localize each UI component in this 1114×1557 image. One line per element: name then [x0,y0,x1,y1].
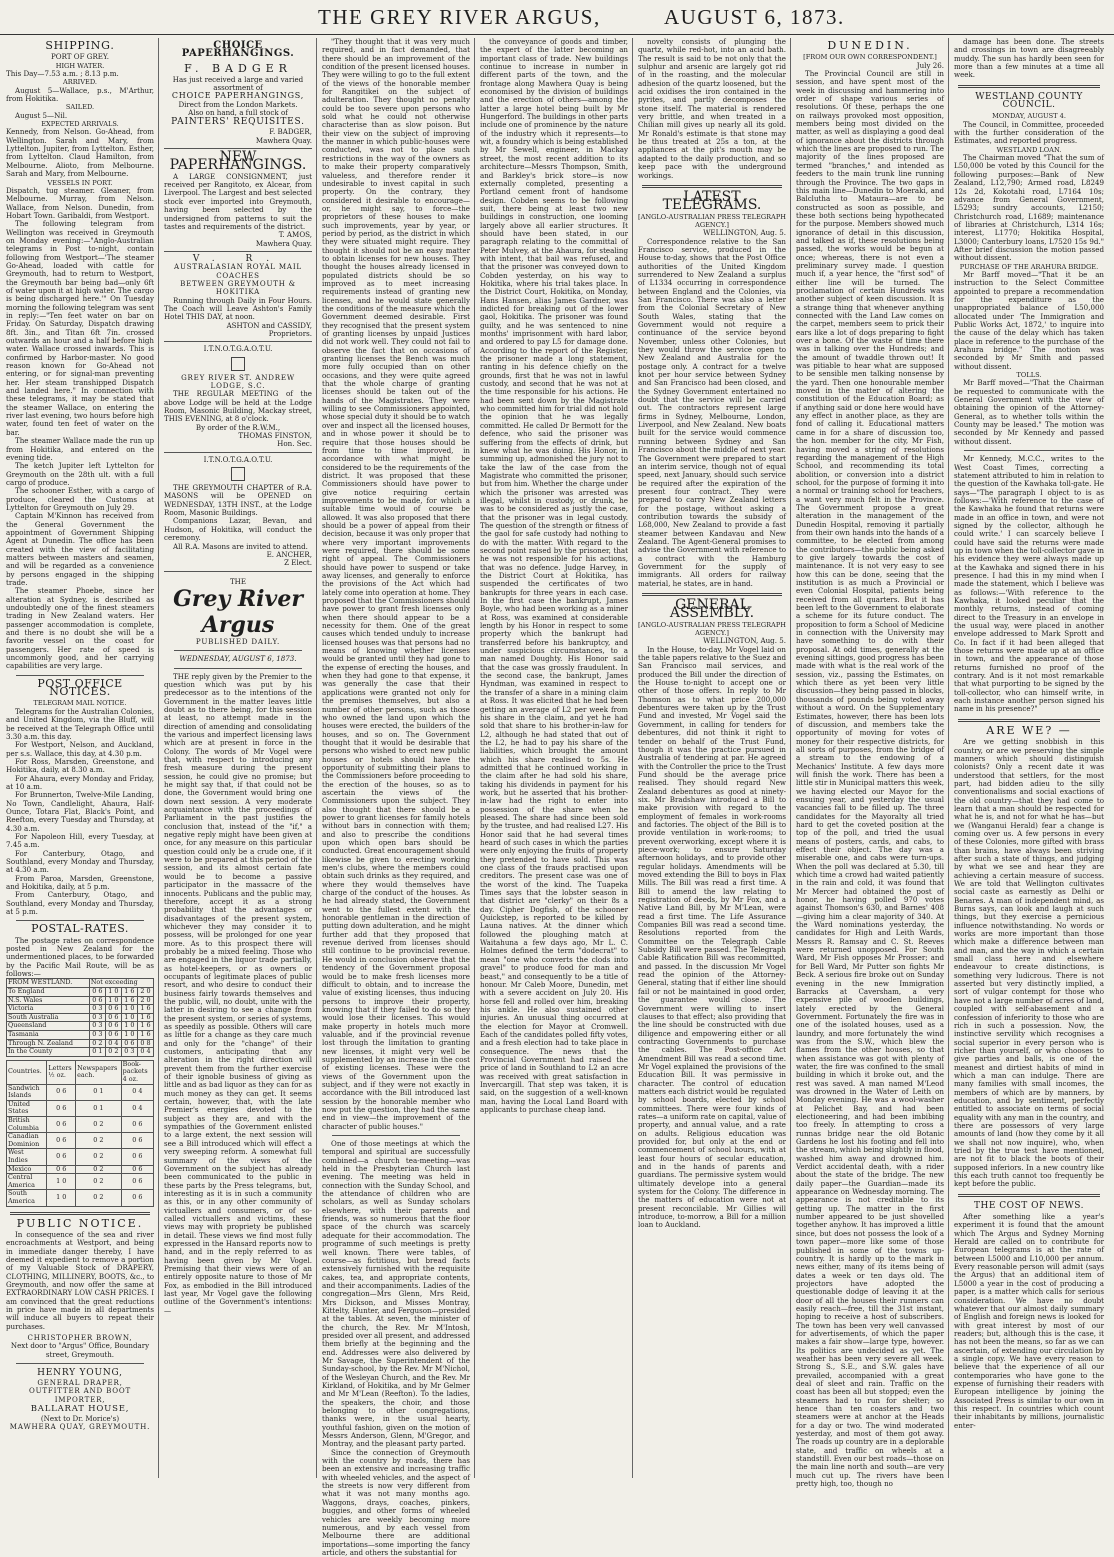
local-news: the conveyance of goods and timber, the expert of the latter becoming an important class of trade. New buildings continue to increase in number in different parts of the town, and the frontage along Mawhera Quay is being economised by the division of buildings and the erection of others—among the latter a large hotel being built by Mr Hungerford. The buildings in other parts include one of prominence by the nature of the industry which it represents—to wit, a foundry which is being established by Mr Sewell, engineer, in Mackay street, the most recent addition to its architecture—Messrs Thompson, Smith, and Barkley's brick store—is now externally completed, presenting a Portland cement front of handsome design. Cobden seems to be following suit, there being at least two new buildings in construction, one looming largely above all earlier structures. It should have been stated, in our paragraph relating to the committal of Peter Mulvey, at the Ahaura, for stealing with intent, that bail was refused, and that the prisoner was conveyed down to Cobden yesterday, on his way to Hokitika, where his trial takes place. In the District Court, Hokitika, on Monday, Hans Hansen, alias James Gardner, was indicted for breaking out of the lower gaol, Hokitika. The prisoner was found guilty, and he was sentenced to nine months' imprisonment with hard labor, and ordered to pay L5 for damage done. According to the report of the Register, the prisoner made a long statement, ranting in his defence chiefly on the grounds, first that he was not in lawful custody, and second that he was not at the time responsible for his actions. He had been sent down by the Magistrate who committed him for trial did not hold the opinion that he was legally committed. He called Dr Bermott for the defence, who said the prisoner was suffering from the effects of drink, but knew what he was doing. His Honor, in summing up, admonished the jury not to take the law of the case from the Magistrate who committed the prisoner, but from him. Whether the charge under which the prisoner was arrested was illegal, whilst in custody, or drunk, he was to be considered as justly the case, that the prisoner was in legal custody. The question of the strength or fitness of the gaol for safe custody had nothing to do with the matter. With regard to the second point raised by the prisoner, that he was not responsible for his actions, that was no defence. Judge Harvey, in the District Court at Hokitika, has suspended the certificates of two bankrupts for three years in each case. In the first case the bankrupt, James Boyle, who had been working as a miner at Ross, was examined at considerable length by his Honor in respect to some property which the bankrupt had transferred before his bankruptcy, and under suspicious circumstances, to a man named Doughty. His Honor said that the case was grossly fraudulent. In the second case, the bankrupt, James Hyndman, was examined in respect to the transfer of a share in a mining claim at Ross. It was elicited that he had been getting an average of L2 per week from his share in the claim, and yet he had sold that share to his brother-in-law for L2, although he had stated that out of the L2, he had to pay his share of the liabilities, which brought the amount which his share realised to 5s. He admitted that he continued working in the claim after he had sold his share, taking his dividends in payment for his work, but he asserted that his brother-in-law had the right to enter into possession of the share when he pleased. The share had since been sold by the trustee, and had realised L27. His Honor said that he had several times heard of such cases in which the parties were only enjoying the fruits of property they pretended to have sold. This was one class of the frauds practised upon creditors. The present case was one of the worst of the kind. The Tuapeka Times says that the lobster season in that district are "clerky" on their 8s a day. Cipher Dogfish, of the schooner Quickstep, is reported to be killed by Launa natives. At the dinner which followed the ploughing match at Waitahuna a few days ago, Mr L. C. Holmes defined the term "dodecrat" to mean "one who converts the clods into gravel" to produce food for man and beast," and consequently to be a title of honour. Mr Caleb Moore, Dunedin, met with a severe accident on July 20. His horse fell and rolled over him, breaking his ankle. He also sustained other injuries. An unusual thing occurred at the election for Mayor at Cromwell. Each of the candidates polled fifty votes, and a fresh election had to take place in consequence. The news that the Provincial Government had raised the price of land in Southland to L2 an acre was received with great satisfaction in Invercargill. That step was taken, it is said, on the suggestion of a well-known man, having the Local Land Board with applicants to purchase cheap land. [480,37,628,1114]
rates-country-row: Canadian Dominion 0 6 0 2 0 6 [7,1133,154,1149]
postal-rates-table-countries: Countries. Letters ½ oz. Newspapers each. Book-packets 4 oz. Sandwich Islands 0 6 0 1 0 4 United States 0 6 0 1 0 4 British Columbia 0 6 0 2 0 6 Canadian Dominion 0 6 0 2 0 6 West Indies 0 6 0 2 0 6 Mexico 0 6 0 2 0 6 Central America 1 0 0 2 0 6 South America 1 0 0 2 0 6 [6,1060,154,1207]
rates-country-row: Sandwich Islands 0 6 0 1 0 4 [7,1084,154,1100]
rates-country-row: West Indies 0 6 0 2 0 6 [7,1149,154,1165]
rates-country-row: South America 1 0 0 2 0 6 [7,1190,154,1206]
dunedin-letter: The Provincial Council are still in session, and have spent most of the week in discussing and hammering into order of shape various series of resolutions. Of these, perhaps the one on railways provoked most opposition, members being most divided on the matter, as well as displaying a good deal of ignorance about the districts through which the lines are proposed to run. The majority of the lines proposed are termed "branches," and intended as feeders to the main trunk line running through the Province. The two gaps in this main line—Dunedin to Moeraki, and Balclutha to Mataura—are to be constructed as soon as possible, and these both sections being hypothecated for the purpose. Members showed much ignorance of detail in this discussion, and talked as if, these resolutions being passed, the works would be begun at once; whereas, there is not even a preliminary survey made. I question much if, a year hence, the "first sod" of either line will be turned. The proclamation of certain Hundreds was another subject of keen discussion. It is a strange thing that whenever anything connected with the Land Law comes on the carpet, members seem to prick their ears like a lot of dogs preparing to fight over a bone. Of the waste of time there was in talking over the Hundreds; and the amount of twaddle thrown out! It was pitiable to hear what are supposed to be sensible men talking nonsense by the yard. Then one honourable member moved in the matter of altering the constitution of the Education Board; as if anything said or done here would have any effect in another place, as they are fond of calling it. Educational matters came in for a share of discussion too, the hon. member for the city, Mr Fish, having moved a string of resolutions regarding the management of the High School, and recommending its total abolition, or conversion into a district school, for the purpose of forming it into a normal or training school for teachers, a want very much felt in the Province. The Government propose a great alteration in the management of the Dunedin Hospital, removing it partially from their own hands into the hands of a committee, to be elected from among the contributors—the public being asked to give largely towards the cost of maintenance. It is not very easy to see how this can be done, seeing that the institution is as much a Provincial or even Colonial Hospital, patients being received from all quarters. But it has been left to the Government to elaborate a scheme for its future conduct. The proposition to form a School of Medicine in connection with the University may have something to do with their proposal. At odd times, generally at the evening sittings, good progress has been made with what is the real work of the session, viz., passing the Estimates, on which there as yet been very little discussion—they being passed in blocks, thousands of pounds being voted away without a word. On the Supplementary Estimates, however, there has been lots of discussion, and members take the opportunity of moving for votes of money for their respective districts, for all sorts of purposes, from the bridge of a stream to the endowing of a Mechanics' Institute. A few days more will finish the work. There has been a little stir in Municipal matters this week, we having elected our Mayor for the ensuing year, and yesterday the usual vacancies fall to be filled up. The three candidates for the Mayoralty all tried hard to get the coveted position at the top of the poll, and tried the usual means of posters, cards, and cabs, to effect their object. The day was a miserable one, and cabs were turn-ups. When the poll was declared at 5.30, till which time a crowd had waited patiently in the rain and cold, it was found that Mr Mercer had obtained the post of honor, he having polled 970 votes against Thomson's 630, and Barnes' 408—giving him a clear majority of 340. At the Ward nominations yesterday, the candidates for High and Leith Wards, Messrs R. Ramsay and C. St. Reeves were returned unopposed. For South Ward, Mr Fish opposes Mr Prosser; and for Bell Ward, Mr Putter son fights Mr Beck. A serious fire broke out on Sunday evening in the new Immigration Barracks at Caversham, a very expensive pile of wooden buildings, lately erected by the General Government. Fortunately the fire was in one of the isolated houses, used as a laundry, and more fortunately the wind was from the S.W., which blew the flames from the other houses, so that when assistance was got with plenty of water, the fire was confined to the small building in which it broke out, and the rest was saved. A man named M'Leod was drowned in the Water of Leith on Monday evening. He was a wool-washer at Pelichet Bay, and had been electioneering, and had been imbibing too freely. In attempting to cross a runnas bridge near the old Botanic Gardens he lost his footing and fell into the stream, which being slightly in flood, washed him away and drowned him. Verdict accidental death, with a rider about the state of the bridge. The new daily paper—the Guardian—made its appearance on Wednesday morning. The appearance is not creditable to its getting up. The matter in the first number appeared to be just shovelled together anyhow. It has improved a little since, but does not possess the look of a town paper—more like some of those published in some of the towns up-country. It is hardly up to the mark in news either, many of its items being of dates a week or ten days old. The projectors have adopted the questionable dodge of leaving it at the door of all the houses their runners can easily reach—free, till the 31st instant, hoping to receive a host of subscribers. The town has been very well canvassed for advertisements, of which the paper makes a fair show—large type, however. Its politics are undecided as yet. The weather has been very severe all week. Strong S., S.E., and S.W. gales have prevailed, accompanied with a great deal of sleet and rain. Traffic on the coast has been all but stopped; even the steamers had to run for shelter; so hence than ten coasters and two steamers were at anchor at the Heads for a day or two. The wind moderated yesterday, and most of them got away. The roads up country are in a deplorable state, and traffic on wheels at a standstill. Even our best roads—those on the main line north and south—are very much cut up. The rivers have been pretty high, too, though no [796,69,944,1489]
licensing-quote: "They thought that it was very much required, and in fact demanded, that there should be an improvement of the condition of the present licensed houses. They were willing to go to the full extent of the views of the honorable member for Rangitikei on the subject of adulteration. They thought no penalty could be too severe upon persons who sold what he could not otherwise characterise than as slow poison. But their view on the subject of improving the manner in which public-houses were conducted, was not to place such restrictions in the way of the owners as to make their property comparatively valueless, and therefore render it undesirable to invest capital in such property. On the contrary, they considered it desirable to encourage—or, he might say, to force—the proprietors of these houses to make such improvements, year by year, or period by period, as the district in which they were situated might require. They thought it should not be an easy matter to obtain licenses for new houses. They thought the houses already licensed in populated districts should be so improved as to meet increasing requirements instead of granting new licenses, and he would state generally the conditions of the measure which the Government deemed desirable. First they recognised that the present system of granting licenses by unpaid Justices did not work well. They could not fail to observe the fact that on occasions of granting licenses the Bench was much more fully occupied than on other occasions, and they were quite agreed that the whole charge of granting licenses should be taken out of the hands of the Magistrates. They were willing to see Commissioners appointed, whose special duty it should be to watch over and inspect all the licensed houses, and in whose power it should be to require that those houses should be from time to time improved, in accordance with what might be considered to be the requirements of the district. It was proposed that these Commissioners should have power to give notice requiring certain improvements to be made, for which a suitable time would of course be allowed. It was also proposed that there should be a power of appeal from their decision, because it was only proper that where very important improvements were required, there should be some right of appeal. The Commissioners should have power to suspend or take away licenses, and generally to enforce the provisions of the Act which had lately come into operation at home. They proposed that the Commissioners should have power to grant fresh licenses only when there should appear to be a necessity for them. One of the great causes which tended unduly to increase licensed houses was that persons had no means of knowing whether licenses would be granted until they had gone to the expense of erecting the houses, and when they had gone to that expense, it was generally the case that their applications were granted not only for the premises themselves, but also a number of other persons, such as those who owned the land upon which the houses were erected, the builders of the houses, and so on. The Government thought that it would be desirable that persons who wished to erect new public houses or hotels should have the opportunity of submitting their plans to the Commissioners before proceeding to the erection of the houses, so as to ascertain the views of the Commissioners upon the subject. They also thought that there should be a power to grant licenses for family hotels without bars in connection with them; and also to prescribe the conditions upon which open bars should be conducted. Great encouragement should likewise be given to erecting working men's clubs, where the members could obtain such drinks as they required, and where they would themselves have charge of the conduct of the houses. As he had already stated, the Government went to the fullest extent with the honorable gentleman in the direction of putting down adulteration, and he might further add that they proposed that revenue derived from licenses should still continue to be provincial revenue. He would in conclusion observe that the tendency of the Government proposal would be to make fresh licenses more difficult to obtain, and to increase the value of existing licenses, thus inducing persons to improve their property, knowing that if they failed to do so they would lose their licenses. This would make property in hotels much more valuable, and if the provincial revenue lost through the limitation to granting new licenses, it might very well be supplemented by an increase in the cost of existing licenses. These were the views of the Government upon the subject, and if they were not exactly in accordance with the Bill introduced last session by the honorable member who now put the question, they had the same end in view—the improvement of the character of public houses." [322,37,470,1131]
rates-country-row: Mexico 0 6 0 2 0 6 [7,1165,154,1174]
rates-row: To England 0 6 1 0 1 6 2 0 [7,988,154,997]
cost-of-news-heading: THE COST OF NEWS. [974,1200,1084,1211]
public-notice-heading: PUBLIC NOTICE. [16,1216,144,1230]
assembly-body: In the House, to-day, Mr Vogel laid on the table papers relative to the Suez and San Francisco mail services, and produced the Bill under the direction of the House to-night to accept one or other of those offers. In reply to Mr Thomson as to what price 200,000 debentures were taken up by the Trust Fund and invested, Mr Vogel said the Government, in calling for tenders for debentures, did not think it right to tender on behalf of the Trust Fund, though it was the practice pursued in Australia of tendering at par. He agreed with the Controller the price to the Trust Fund should be the average price realised. They should regard New Zealand debentures as good at ninety-six. Mr Bradshaw introduced a Bill to make provision with regard to the employment of females in work-rooms and factories. The object of the Bill is to provide ventilation in work-rooms; to prevent overworking, except where it is piece-work; to ensure Saturday afternoon holidays, and to provide other regular holidays. Amendments will be moved extending the Bill to boys in Flax Mills. The Bill was read a first time. A Bill to amend the law relating to registration of deeds, by Mr Fox, and a Native Land Bill, by Mr M'Lean, were read a first time. The Life Assurance Companies Bill was read a second time. Resolutions reported from the Committee on the Telegraph Cable Subsidy Bill were passed. The Telegraph Cable Ratification Bill was recommitted, and passed. In the discussion Mr Vogel read the opinion of the Attorney-General, stating that if either line should fail or not be maintained in good order, the guarantee would close. The Government were willing to insert clauses to that effect; also providing that the line should be constructed with due diligence and empowering either or all contracting Governments to purchase the cables. The Post-office Act Amendment Bill was read a second time. Mr Vogel explained the provisions of the Education Bill. It was permissive in character. The control of education matters each district would be regulated by school boards, elected by school committees. There were four kinds of rates—a uniform rate on capital, value of property, and annual value, and a rate on adults. Religious education was provided for, but only at the end or commencement of school hours, with at least four hours of secular education, and in the hands of parents and guardians. The permissive system would ultimately develope into a general system for the Colony. The difference in the matters of education were not at present reconcilable. Mr Gillies will introduce, to-morrow, a Bill for a million loan to Auckland. [638,644,786,1230]
masthead-title: THE GREY RIVER ARGUS, [318,5,601,29]
rates-row: Victoria 0 3 0 6 1 0 1 6 [7,1005,154,1014]
shipping-heading: SHIPPING. [45,39,115,52]
masthead-date: AUGUST 6, 1873. [664,5,845,29]
tea-meeting-article: One of those meetings at which the temporal and spiritual are successfully combined—a church tea-meeting—was held in the Presbyterian Church last evening. The meeting was held in connection with the Sunday School, and the attendance of children who are scholars, as well as Sunday scholars elsewhere, with their parents and friends, was so numerous that the floor space of the church was scarcely adequate for their accommodation. The programme of such meetings is pretty well known. There were tables, of course—as fictitious, but bread facts extensively furnished with the requisite cakes, tea, and appropriate contents, and their accompaniments. Ladies of the congregation—Mrs Glenn, Mrs Reid, Mrs Dickson, and Misses Montray, Kittelty, Hunter, and Ferguson—presided at the tables. At seven, the minister of the church, the Rev. Mr M'Intosh, presided over all present, and addressed them briefly at the beginning and the end. Addresses were also delivered by Mr Savage, the Superintendent of the Sunday-school, by the Rev. Mr M'Nichol, of the Wesleyan Church, and the Rev. Mr Kirkland, of Hokitika, and by Mr Gelmer and Mr M'Lean (Reefton). To the ladies, the speakers, the choir, and those belonging to other congregations, thanks were, in the usual hearty, youthful fashion, given on the motion of Messrs Anderson, Glenn, M'Gregor, and Montray, and the pleasant party parted. [322,1139,470,1449]
choice-paperhangings-heading: CHOICE PAPERHANGINGS. [181,40,295,60]
traffic-article: Since the connection of Greymouth with the country by roads, there has been an extensive and increasing traffic with wheeled vehicles, and the aspect of the streets is now very different from what it was not many months ago. Waggons, drays, coaches, pinkers, buggies, and other forms of wheeled vehicles are weekly becoming more numerous, and by each vessel from Melbourne there are additional importations—some importing the fancy article, and others the substantial for [322,1447,470,1557]
masonic-emblem-icon [164,357,312,371]
general-assembly-heading: GENERAL ASSEMBLY. [669,597,755,622]
latest-telegrams-heading: LATEST TELEGRAMS. [662,188,762,214]
column-licensing [322,37,470,1557]
are-we-heading: ARE WE? — [986,723,1072,737]
dunedin-heading: DUNEDIN. [827,39,913,52]
county-council-heading: WESTLAND COUNTY COUNCIL. [975,91,1083,111]
column-shipping: SHIPPING. PORT OF GREY. HIGH WATER. This Day—7.53 a.m. ; 8.13 p.m. ARRIVED. August 5—Wallace, p.s., M'Arthur, from Hokitika. SAILED. August 5—Nil. EXPECTED ARRIVALS. Kennedy, from Nelson. Go-Ahead, from Wellington. Sarah and Mary, from Lyttelton. Jupiter, from Lyttelton. Esther, from Lyttelton. Claud Hamilton, from Melbourne. Alioto, from Melbourne. Sarah and Mary, from Melbourne. VESSELS IN PORT. Dispatch, tug steamer. Gleaner, from Melbourne. Murray, from Nelson. Wallace, from Nelson. Dunedin, from Hobart Town. Garibaldi, from Westport. The following telegram from Wellington was received in Greymouth on Monday evening:—"Anglo-Australian telegrams in Post to-night, contain following from Westport—'The steamer Go-Ahead, loaded with cattle for Greymouth, had to return to Westport, the Greymouth bar being bad—only 6ft of water upon it at high water. The cargo is being discharged here.'" On Tuesday morning the following telegram was sent in reply:—"Ten feet water on bar on Friday. On Saturday, Dispatch drawing 8ft. 3in., and Titan 6ft 7in. crossed outwards an hour and a half before high water. Wallace crossed inwards. This is confirmed by Harbor-master. No good reason known for Go-Ahead not entering, or for signal-man preventing her. Her steam transhipped Dispatch and landed here." In connection with these telegrams, it may be stated that the steamer Wallace, on entering the river last evening, two hours before high water, found ten feet of water on the bar. The steamer Wallace made the run up from Hokitika, and entered on the evening tide. The ketch Jupiter left Lyttelton for Greymouth on the 28th ult. with a full cargo of produce. The schooner Esther, with a cargo of produce, cleared the Customs at Lyttelton for Greymouth on July 29. Captain M'Kinnon has received from the General Government the appointment of Government Shipping Agent at Dunedin. The office has been created with the view of facilitating matters between masters and seamen, and will be regarded as a convenience by persons engaged in the shipping trade. The steamer Phoebe, since her alteration at Sydney, is described as undoubtedly one of the finest steamers trading in New Zealand waters. Her passenger accommodation is complete, and there is no doubt she will be a favorite vessel on the coast for passengers. Her rate of speed is uncommonly good, and her carrying capabilities are very large. POST OFFICE NOTICES. TELEGRAM MAIL NOTICE. Telegrams for the Australian Colonies, and United Kingdom, via the Bluff, will be received at the Telegraph Office until 3.30 a.m. this day. For Westport, Nelson, and Auckland, per s.s. Wallace, this day, at 4.30 p.m. For Ross, Marsden, Greenstone, and Hokitika, daily, at 8.30 a.m. For Ahaura, every Monday and Friday, at 10 a.m. For Brunnerton, Twelve-Mile Landing, No Town, Candlelight, Ahaura, Half-Ounce, Totara Flat, Black's Point, and Reefton, every Tuesday and Thursday, at 4.30 a.m. For Napoleon Hill, every Tuesday, at 7.45 a.m. For Canterbury, Otago, and Southland, every Monday and Thursday, at 4.30 a.m. From Paroa, Marsden, Greenstone, and Hokitika, daily, at 5 p.m. From Canterbury, Otago, and Southland, every Monday and Thursday, at 5 p.m. POSTAL-RATES. The postage rates on correspondence posted in New Zealand for the undermentioned places, to be forwarded by the Pacific Mail Route, will be as follows:— FROM WESTLAND. Not exceeding To England 0 6 1 0 1 6 2 0 N.S. Wales 0 6 1 0 1 6 2 0 Victoria 0 3 0 6 1 0 1 6 South Australia 0 3 0 6 1 0 1 6 Queensland 0 3 0 6 1 0 1 6 Tasmania 0 3 0 6 1 0 1 6 Through N. Zealand 0 2 0 4 0 6 0 8 In the County 0 1 0 2 0 3 0 4 Countries. Letters ½ oz. Newspapers each. Book-packets 4 oz. Sandwich Islands 0 6 0 1 0 4 United States 0 6 0 1 0 4 British Columbia 0 6 0 2 0 6 Canadian Dominion 0 6 0 2 0 6 West Indies 0 6 0 2 0 6 Mexico 0 6 0 2 0 6 Central America 1 0 0 2 0 6 South America 1 0 0 2 0 6 PUBLIC NOTICE. In consequence of the sea and river encroachments at Westport, and being in immediate danger thereby, I have deemed it expedient to remove a portion of my Valuable Stock of DRAPERY, CLOTHING, MILLINERY, BOOTS, &c., to Greymouth, and now offer the same at EXTRAORDINARY LOW CASH PRICES. I am convinced that the great reductions in price have made in all departments will induce all buyers to repeat their purchases. CHRISTOPHER BROWN, Next door to "Argus" Office, Boundary street, Greymouth. HENRY YOUNG, GENERAL DRAPER, OUTFITTER AND BOOT IMPORTER, BALLARAT HOUSE, (Next to Dr. Morice's) MAWHERA QUAY, GREYMOUTH. [6,39,154,1432]
royal-mail-coaches: AUSTRALASIAN ROYAL MAIL COACHES [174,262,302,280]
chapter-emblem-icon [164,467,312,481]
port-heading: PORT OF GREY. [51,52,109,62]
paper-title: Grey River Argus [173,585,303,638]
postal-rates-heading: POSTAL-RATES. [31,922,129,936]
column-dunedin: DUNEDIN. [FROM OUR OWN CORRESPONDENT.] July 26. The Provincial Council are still in session, and have spent most of the week in discussing and hammering into order of shape various series of resolutions. Of these, perhaps the one on railways provoked most opposition, members being most divided on the matter, as well as displaying a good deal of ignorance about the districts through which the lines are proposed to run. The majority of the lines proposed are termed "branches," and intended as feeders to the main trunk line running through the Province. The two gaps in this main line—Dunedin to Moeraki, and Balclutha to Mataura—are to be constructed as soon as possible, and these both sections being hypothecated for the purpose. Members showed much ignorance of detail in this discussion, and talked as if, these resolutions being passed, the works would be begun at once; whereas, there is not even a preliminary survey made. I question much if, a year hence, the "first sod" of either line will be turned. The proclamation of certain Hundreds was another subject of keen discussion. It is a strange thing that whenever anything connected with the Land Law comes on the carpet, members seem to prick their ears like a lot of dogs preparing to fight over a bone. Of the waste of time there was in talking over the Hundreds; and the amount of twaddle thrown out! It was pitiable to hear what are supposed to be sensible men talking nonsense by the yard. Then one honourable member moved in the matter of altering the constitution of the Education Board; as if anything said or done here would have any effect in another place, as they are fond of calling it. Educational matters came in for a share of discussion too, the hon. member for the city, Mr Fish, having moved a string of resolutions regarding the management of the High School, and recommending its total abolition, or conversion into a district school, for the purpose of forming it into a normal or training school for teachers, a want very much felt in the Province. The Government propose a great alteration in the management of the Dunedin Hospital, removing it partially from their own hands into the hands of a committee, to be elected from among the contributors—the public being asked to give largely towards the cost of maintenance. It is not very easy to see how this can be done, seeing that the institution is as much a Provincial or even Colonial Hospital, patients being received from all quarters. But it has been left to the Government to elaborate a scheme for its future conduct. The proposition to form a School of Medicine in connection with the University may have something to do with their proposal. At odd times, generally at the evening sittings, good progress has been made with what is the real work of the session, viz., passing the Estimates, on which there as yet been very little discussion—they being passed in blocks, thousands of pounds being voted away without a word. On the Supplementary Estimates, however, there has been lots of discussion, and members take the opportunity of moving for votes of money for their respective districts, for all sorts of purposes, from the bridge of a stream to the endowing of a Mechanics' Institute. A few days more will finish the work. There has been a little stir in Municipal matters this week, we having elected our Mayor for the ensuing year, and yesterday the usual vacancies fall to be filled up. The three candidates for the Mayoralty all tried hard to get the coveted position at the top of the poll, and tried the usual means of posters, cards, and cabs, to effect their object. The day was a miserable one, and cabs were turn-ups. When the poll was declared at 5.30, till which time a crowd had waited patiently in the rain and cold, it was found that Mr Mercer had obtained the post of honor, he having polled 970 votes against Thomson's 630, and Barnes' 408—giving him a clear majority of 340. At the Ward nominations yesterday, the candidates for High and Leith Wards, Messrs R. Ramsay and C. St. Reeves were returned unopposed. For South Ward, Mr Fish opposes Mr Prosser; and for Bell Ward, Mr Putter son fights Mr Beck. A serious fire broke out on Sunday evening in the new Immigration Barracks at Caversham, a very expensive pile of wooden buildings, lately erected by the General Government. Fortunately the fire was in one of the isolated houses, used as a laundry, and more fortunately the wind was from the S.W., which blew the flames from the other houses, so that when assistance was got with plenty of water, the fire was confined to the small building in which it broke out, and the rest was saved. A man named M'Leod was drowned in the Water of Leith on Monday evening. He was a wool-washer at Pelichet Bay, and had been electioneering, and had been imbibing too freely. In attempting to cross a runnas bridge near the old Botanic Gardens he lost his footing and fell into the stream, which being slightly in flood, washed him away and drowned him. Verdict accidental death, with a rider about the state of the bridge. The new daily paper—the Guardian—made its appearance on Wednesday morning. The appearance is not creditable to its getting up. The matter in the first number appeared to be just shovelled together anyhow. It has improved a little since, but does not possess the look of a town paper—more like some of those published in some of the towns up-country. It is hardly up to the mark in news either, many of its items being of dates a week or ten days old. The projectors have adopted the questionable dodge of leaving it at the door of all the houses their runners can easily reach—free, till the 31st instant, hoping to receive a host of subscribers. The town has been very well canvassed for advertisements, of which the paper makes a fair show—large type, however. Its politics are undecided as yet. The weather has been very severe all week. Strong S., S.E., and S.W. gales have prevailed, accompanied with a great deal of sleet and rain. Traffic on the coast has been all but stopped; even the steamers had to run for shelter; so hence than ten coasters and two steamers were at anchor at the Heads for a day or two. The wind moderated yesterday, and most of them got away. The roads up country are in a deplorable state, and traffic on wheels at a standstill. Even our best roads—those on the main line north and south—are very much cut up. The rivers have been pretty high, too, though no [796,39,944,1489]
kennedy-letter: Mr Kennedy, M.C.C., writes to the West Coast Times, correcting a statement attributed to him in relation to the question of the Kawhaka toll-gate. He says—"The paragraph I object to is as follows:—'With reference to the case of the Kawhaka he found that returns were made in an office in town, and were not signed by the collector, although he could write.' I can scarcely believe I could have said the returns were made up in town when the toll-collector gave in his evidence they were always made up at the Kawhaka and signed there in his presence. I had this in my mind when I made the statement, which I believe was as follows:—'With reference to the Kawhaka, it looked peculiar that the monthly returns, instead of coming direct to the Treasury in an envelope in the usual way, were placed in another envelope addressed to Mark Sprott and Co. In fact if it had been alleged that those returns were made up at an office in town, and the appearance of those returns furnished no proof of the contrary. And is it not most remarkable that what purporting to be signed by the toll-collector, who can himself write, in each instance another person signed his name in his presence?" [954,454,1105,714]
rates-row: South Australia 0 3 0 6 1 0 1 6 [7,1013,154,1022]
postal-rates-table: FROM WESTLAND. Not exceeding To England 0 6 1 0 1 6 2 0 N.S. Wales 0 6 1 0 1 6 2 0 Victoria 0 3 0 6 1 0 1 6 South Australia 0 3 0 6 1 0 1 6 Queensland 0 3 0 6 1 0 1 6 Tasmania 0 3 0 6 1 0 1 6 Through N. Zealand 0 2 0 4 0 6 0 8 In the County 0 1 0 2 0 3 0 4 [6,978,154,1056]
new-paperhangings-heading: NEW PAPERHANGINGS. [169,149,307,174]
column-local-news [480,38,628,1478]
leader-article: THE reply given by the Premier to the question which was put by his predecessor as to the intentions of the Government in the matter leaves little doubt as to there being, for this session at least, no attempt made in the direction of amending and consolidating the various and imperfect licensing laws which are at present in force in the Colony. The words of Mr Vogel were that, with respect to introducing any fresh measure during the present session, he could give no promise; but he might say that, if that could not be done, the Government would bring one down next session. A very moderate acquaintance with the proceedings of Parliament in the past justifies the conclusion that, instead of the "if," a negative reply might have been given at once, for any measure on this particular question could only be a crude one, if it were to be prepared at this period of the session, and its almost certain fate would be to become a passive participator in the massacre of the innocents. Publicans and the public may, therefore, accept it as a strong probability that the advantages or disadvantages of the present system, whichever they may consider it to possess, will be prolonged for one year more. As to this prospect there will probably be a mixed feeling. Those who are engaged in the liquor trade partially, as hotel-keepers, or as owners or occupants of legitimate places of public resort, and who desire to conduct their business fairly towards themselves and the public, will, no doubt, unite with the latter in desiring to see a change from the present system, or series of systems, as speedily as possible. Others will care as little for a change as they care much and only for the "change" of their customers, anticipating that any alteration in the right direction will prevent them from the further exercise of their ignoble business of giving as little and as bad liquor as they can for as much money as they can get. It seems certain, however, that, with the late Premier's energies devoted to the subject as they are, and with the sympathies of the Government enlisted to a large extent, the next session will see a Bill introduced which will effect a very sweeping reform. A somewhat full summary of the views of the Government on the subject has already been communicated to the public in these parts by the Press telegrams, but, interesting as it is in such a community as this, or in any other community of victuallers and consumers, or of so-called victuallers and victims, these views may with propriety be published in detail. These views we find most fully expressed in the Hansard reports now to hand, and in the reply referred to as having been given by Mr Vogel. Premising that their views were of an entirely opposite nature to those of Mr Fox, as embodied in the Bill introduced last year, Mr Vogel gave the following outline of the Government's intentions:— [164,671,312,1315]
rates-country-row: United States 0 6 0 1 0 4 [7,1100,154,1116]
column-telegrams: novelty consists of plunging the quartz, while red-hot, into an acid bath. The result is said to be not only that the sulphur and arsenic are largely got rid of in the roasting, and the molecular adhesion of the quartz loosened, but the acid oxidises the iron contained in the pyrites, and partly decomposes the stone itself. The material is rendered very brittle, and when treated in a Chilian mill gives up nearly all its gold. Mr Ronald's estimate is that stone may be thus treated at 25s a ton, at the appliances at the pit's mouth may be adapted to the daily production, and so keep pace with the underground workings. LATEST TELEGRAMS. [ANGLO-AUSTRALIAN PRESS TELEGRAPH AGENCY.] WELLINGTON, Aug. 5. Correspondence relative to the San Francisco service, produced in the House to-day, shows that the Post Office authorities of the United Kingdom surrendered to New Zealand a surplus of L1334 occurring in correspondence between England and the Colonies, via San Francisco. There was also a letter from the Colonial Secretary of New South Wales, stating that the Government would not require a continuance of the service beyond November, unless other Colonies, but they would throw the service open to New Zealand and Australia for the postage only. A contract for a twelve knot per hour service between Sydney and San Francisco had been closed, and the Sydney Government entertained no doubt that the service will be carried out. The contractors represent large firms in Sydney, Melbourne, London, Liverpool, and New Zealand. New boats built for the service would commence running between Sydney and San Francisco about the middle of next year. The Government were prepared to start an interim service, though not of equal speed, next January, should such service be required after the expiration of the present four contract. They were prepared to carry New Zealand letters for the postage, without asking a contribution towards the subsidy of L68,000, New Zealand to provide a fast steamer between Kandavau and New Zealand. The Agent-General promises to advise the Government with reference to a contract with the Hamburg Government for the supply of immigrants. All orders for railway material, he states, are in hand. GENERAL ASSEMBLY. [ANGLO-AUSTRALIAN PRESS TELEGRAPH AGENCY.] WELLINGTON, Aug. 5. In the House, to-day, Mr Vogel laid on the table papers relative to the Suez and San Francisco mail services, and produced the Bill under the direction of the House to-night to accept one or other of those offers. In reply to Mr Thomson as to what price 200,000 debentures were taken up by the Trust Fund and invested, Mr Vogel said the Government, in calling for tenders for debentures, did not think it right to tender on behalf of the Trust Fund, though it was the practice pursued in Australia of tendering at par. He agreed with the Controller the price to the Trust Fund should be the average price realised. They should regard New Zealand debentures as good at ninety-six. Mr Bradshaw introduced a Bill to make provision with regard to the employment of females in work-rooms and factories. The object of the Bill is to provide ventilation in work-rooms; to prevent overworking, except where it is piece-work; to ensure Saturday afternoon holidays, and to provide other regular holidays. Amendments will be moved extending the Bill to boys in Flax Mills. The Bill was read a first time. A Bill to amend the law relating to registration of deeds, by Mr Fox, and a Native Land Bill, by Mr M'Lean, were read a first time. The Life Assurance Companies Bill was read a second time. Resolutions reported from the Committee on the Telegraph Cable Subsidy Bill were passed. The Telegraph Cable Ratification Bill was recommitted, and passed. In the discussion Mr Vogel read the opinion of the Attorney-General, stating that if either line should fail or not be maintained in good order, the guarantee would close. The Government were willing to insert clauses to that effect; also providing that the line should be constructed with due diligence and empowering either or all contracting Governments to purchase the cables. The Post-office Act Amendment Bill was read a second time. Mr Vogel explained the provisions of the Education Bill. It was permissive in character. The control of education matters each district would be regulated by school boards, elected by school committees. There were four kinds of rates—a uniform rate on capital, value of property, and annual value, and a rate on adults. Religious education was provided for, but only at the end or commencement of school hours, with at least four hours of secular education, and in the hands of parents and guardians. The permissive system would ultimately develope into a general system for the Colony. The difference in the matters of education were not at present reconcilable. Mr Gillies will introduce, to-morrow, a Bill for a million loan to Auckland. [638,37,787,1230]
rates-country-row: British Columbia 0 6 0 2 0 6 [7,1116,154,1132]
rates-row: N.S. Wales 0 6 1 0 1 6 2 0 [7,996,154,1005]
column-council: damage has been done. The streets and crossings in town are disagreeably muddy. The sun has hardly been seen for more than a few minutes at a time all week. WESTLAND COUNTY COUNCIL. MONDAY, AUGUST 4. The Council, in Committee, proceeded with the further consideration of the Estimates, and reported progress. WESTLAND LOAN. The Chairman moved "That the sum of L50,000 be voted by this Council for the following purposes:—Bank of New Zealand, L12,790; Armed road, L8249 12s 2d, Kokotahi road, L7164 10s; advance from General Government, L5293; sundry accounts, L2150; Christchurch road, L1689; maintenance of libraries at Christchurch, L314 16s; interest, L1770; Hokitika Hospital, L3000; Canterbury loans, L7520 15s 9d." After brief discussion the motion passed without dissent. PURCHASE OF THE ARAHURA BRIDGE. Mr Barff moved—"That it be an instruction to the Select Committee appointed to prepare a recommendation for the expenditure as the unappropriated balance of L50,000 allocated under 'The Immigration and Public Works Act, 1872,' to inquire into the cause of the delay which has taken place in reference to the purchase of the Arahura bridge." The motion was seconded by Mr Smith and passed without dissent. TOLLS. Mr Barff moved—"That the Chairman be requested to communicate with the General Government with the view of obtaining the opinion of the Attorney-General, as to whether tolls within the County may be leased." The motion was seconded by Mr Kennedy and passed without dissent. Mr Kennedy, M.C.C., writes to the West Coast Times, correcting a statement attributed to him in relation to the question of the Kawhaka toll-gate. He says—"The paragraph I object to is as follows:—'With reference to the case of the Kawhaka he found that returns were made in an office in town, and were not signed by the collector, although he could write.' I can scarcely believe I could have said the returns were made up in town when the toll-collector gave in his evidence they were always made up at the Kawhaka and signed there in his presence. I had this in my mind when I made the statement, which I believe was as follows:—'With reference to the Kawhaka, it looked peculiar that the monthly returns, instead of coming direct to the Treasury in an envelope in the usual way, were placed in another envelope addressed to Mark Sprott and Co. In fact if it had been alleged that those returns were made up at an office in town, and the appearance of those returns furnished no proof of the contrary. And is it not most remarkable that what purporting to be signed by the toll-collector, who can himself write, in each instance another person signed his name in his presence?" ARE WE? — Are we getting snobbish in this country, or are we preserving the simple manners which should distinguish colonists? Only a recent date it was understood that settlers, for the most part, had bidden adieu to the silly conventionalisms and social exactions of the old country—that they had come to learn that a man should be respected for what he is, and not for what he has—but we (Wanganui Herald) fear a change is coming over us. A few persons in every of these Colonies, more gifted with brass than brains, have always been striving after such a state of things, and judging by what we see and hear they are achieving a certain measure of success. We are told that Wellington cultivates social caste as earnestly as Delhi or Benares. A man of independent mind, as Burns says, can look and laugh at such things, but they exercise a pernicious influence notwithstanding. No words or works are more important than those which make a difference between man and man, and the way in which a certain small class here and elsewhere endeavour to create distinctions, is something very ludicrous. There is not asserted but very distinctly implied, a sort of vulgar contempt for those who have not a large number of acres of land, coupled with self-abasement and a confession of inferiority to those who are rich in such a possession. Now, the instinctive servility which recognises a social superior in every person who is richer than yourself, or who chooses to give parties and balls, is one of the meanest and dirtiest habits of mind in which a man can indulge. There are many families with small incomes, the members of which are by manners, by education, and by sentiment, perfectly entitled to associate on terms of social equality with any man in the country, and there are possessors of very large amounts of land (how they come by it all we shall not now inquire), who, when tried by the true test have mentioned, are not fit to black the boots of their supposed inferiors. In a new country like this each truth cannot too frequently be kept before the public. THE COST OF NEWS. After something like a year's experiment it is found that the amount which The Argus and Sydney Morning Herald are called on to contribute for European telegrams is at the rate of between L5000 and L10,000 per annum. Every reasonable person will admit (says the Argus) that an additional item of L5000 a year in the cost of producing a paper, is a matter which calls for serious consideration. We have no doubt whatever that our almost daily summary of English and foreign news is looked for with great interest by most of our readers; but, although this is the case, it has not been the means, so far as we can ascertain, of extending our circulation by a single copy. We have every reason to believe that the experience of all our contemporaries who have gone to the expense of furnishing their readers with European intelligence by joining the Associated Press is similar to our own in this respect. In countries which count their inhabitants by millions, journalistic enter- [954,37,1105,1430]
post-office-heading: POST OFFICE NOTICES. [37,676,123,699]
rates-row: Through N. Zealand 0 2 0 4 0 6 0 8 [7,1039,154,1048]
rates-row: Queensland 0 3 0 6 1 0 1 6 [7,1022,154,1031]
masthead [0,0,1114,35]
young-name: HENRY YOUNG, [37,1368,123,1378]
column-adverts-leader: CHOICE PAPERHANGINGS. F. BADGER Has just received a large and varied assortment of CHOICE PAPERHANGINGS, Direct from the London Markets. Also on hand, a full stock of PAINTERS' REQUISITES. F. BADGER, Mawhera Quay. NEW PAPERHANGINGS. A LARGE CONSIGNMENT, just received per Rangitoto, ex Alcear, from Liverpool. The Largest and best selected stock ever imported into Greymouth, having been selected by the undersigned from patterns to suit the tastes and requirements of the district. T. AMOS, Mawhera Quay. V. R. AUSTRALASIAN ROYAL MAIL COACHES BETWEEN GREYMOUTH & HOKITIKA Running through Daily in Four Hours. The Coach will Leave Ashton's Family Hotel THIS DAY, at noon. ASHTON and CASSIDY, Proprietors. I.T.N.O.T.G.A.O.T.U. GREY RIVER ST. ANDREW LODGE, S.C. THE REGULAR MEETING of the above Lodge will be held at the Lodge Room, Masonic Building, Mackay street, THIS EVENING, at 8 o'clock. By order of the R.W.M., THOMAS FINSTON, Hon. Sec. I.T.N.O.T.G.A.O.T.U. THE GREYMOUTH CHAPTER of R.A. MASONS will be OPENED on WEDNESDAY, 13TH INST., at the Lodge Room, Masonic Buildings. Companions Lazar, Bevan, and Hudson, of Hokitika, will conduct the ceremony. All R.A. Masons are invited to attend. E. ANCHER, Z Elect. THE Grey River Argus PUBLISHED DAILY. WEDNESDAY, AUGUST 6, 1873. THE reply given by the Premier to the question which was put by his predecessor as to the intentions of the Government in the matter leaves little doubt as to there being, for this session at least, no attempt made in the direction of amending and consolidating the various and imperfect licensing laws which are at present in force in the Colony. The words of Mr Vogel were that, with respect to introducing any fresh measure during the present session, he could give no promise; but he might say that, if that could not be done, the Government would bring one down next session. A very moderate acquaintance with the proceedings of Parliament in the past justifies the conclusion that, instead of the "if," a negative reply might have been given at once, for any measure on this particular question could only be a crude one, if it were to be prepared at this period of the session, and its almost certain fate would be to become a passive participator in the massacre of the innocents. Publicans and the public may, therefore, accept it as a strong probability that the advantages or disadvantages of the present system, whichever they may consider it to possess, will be prolonged for one year more. As to this prospect there will probably be a mixed feeling. Those who are engaged in the liquor trade partially, as hotel-keepers, or as owners or occupants of legitimate places of public resort, and who desire to conduct their business fairly towards themselves and the public, will, no doubt, unite with the latter in desiring to see a change from the present system, or series of systems, as speedily as possible. Others will care as little for a change as they care much and only for the "change" of their customers, anticipating that any alteration in the right direction will prevent them from the further exercise of their ignoble business of giving as little and as bad liquor as they can for as much money as they can get. It seems certain, however, that, with the late Premier's energies devoted to the subject as they are, and with the sympathies of the Government enlisted to a large extent, the next session will see a Bill introduced which will effect a very sweeping reform. A somewhat full summary of the views of the Government on the subject has already been communicated to the public in these parts by the Press telegrams, but, interesting as it is in such a community as this, or in any other community of victuallers and consumers, or of so-called victuallers and victims, these views may with propriety be published in detail. These views we find most fully expressed in the Hansard reports now to hand, and in the reply referred to as having been given by Mr Vogel. Premising that their views were of an entirely opposite nature to those of Mr Fox, as embodied in the Bill introduced last year, Mr Vogel gave the following outline of the Government's intentions:— [164,40,312,1315]
rates-row: Tasmania 0 3 0 6 1 0 1 6 [7,1031,154,1040]
rates-country-row: Central America 1 0 0 2 0 6 [7,1174,154,1190]
page-columns [6,37,1110,1557]
telegram-body: Correspondence relative to the San Francisco service, produced in the House to-day, shows that the Post Office authorities of the United Kingdom surrendered to New Zealand a surplus of L1334 occurring in correspondence between England and the Colonies, via San Francisco. There was also a letter from the Colonial Secretary of New South Wales, stating that the Government would not require a continuance of the service beyond November, unless other Colonies, but they would throw the service open to New Zealand and Australia for the postage only. A contract for a twelve knot per hour service between Sydney and San Francisco had been closed, and the Sydney Government entertained no doubt that the service will be carried out. The contractors represent large firms in Sydney, Melbourne, London, Liverpool, and New Zealand. New boats built for the service would commence running between Sydney and San Francisco about the middle of next year. The Government were prepared to start an interim service, though not of equal speed, next January, should such service be required after the expiration of the present four contract. They were prepared to carry New Zealand letters for the postage, without asking a contribution towards the subsidy of L68,000, New Zealand to provide a fast steamer between Kandavau and New Zealand. The Agent-General promises to advise the Government with reference to a contract with the Hamburg Government for the supply of immigrants. All orders for railway material, he states, are in hand. [638,236,786,588]
issue-date: WEDNESDAY, AUGUST 6, 1873. [179,654,297,664]
rates-row: In the County 0 1 0 2 0 3 0 4 [7,1048,154,1057]
shipping-news: The following telegram from Wellington was received in Greymouth on Monday evening:—"Anglo-Australian telegrams in Post to-night, contain following from Westport—'The steamer Go-Ahead, loaded with cattle for Greymouth, had to return to Westport, the Greymouth bar being bad—only 6ft of water upon it at high water. The cargo is being discharged here.'" On Tuesday morning the following telegram was sent in reply:—"Ten feet water on bar on Friday. On Saturday, Dispatch drawing 8ft. 3in., and Titan 6ft 7in. crossed outwards an hour and a half before high water. Wallace crossed inwards. This is confirmed by Harbor-master. No good reason known for Go-Ahead not entering, or for signal-man preventing her. Her steam transhipped Dispatch and landed here." In connection with these telegrams, it may be stated that the steamer Wallace, on entering the river last evening, two hours before high water, found ten feet of water on the bar. [6,219,154,437]
